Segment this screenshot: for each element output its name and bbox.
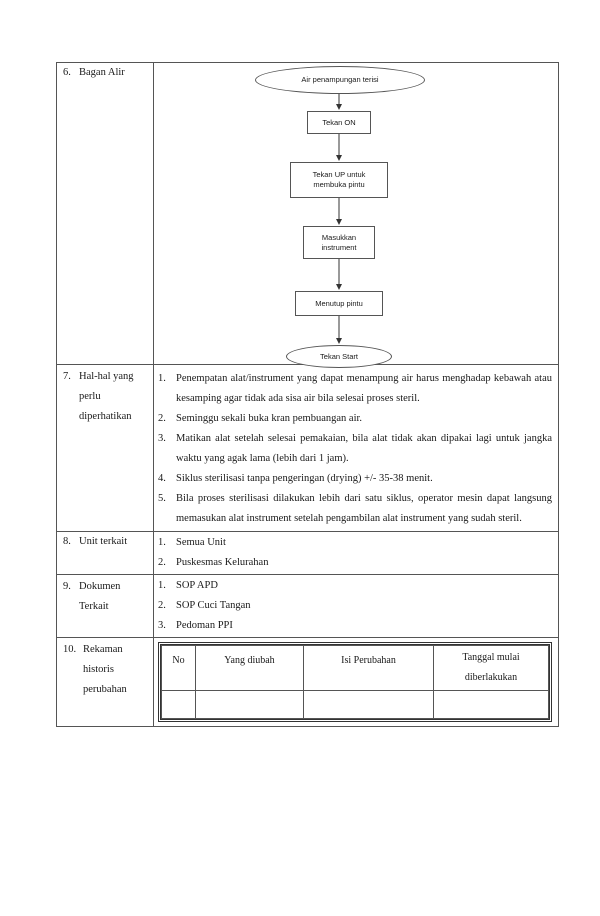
units-cell — [154, 532, 559, 575]
row-rekaman-historis — [57, 638, 559, 727]
label-rekaman-historis — [57, 638, 154, 727]
sop-document — [56, 62, 558, 727]
notes-cell — [154, 365, 559, 532]
table-cell — [434, 691, 549, 719]
item-text: Matikan alat setelah selesai pemakaian, bila alat tidak akan dipakai lagi untuk jangka waktu yang agak lama (lebih dari 1 jam). — [176, 433, 552, 464]
section-number: 6. — [63, 67, 71, 78]
column-header-tanggal: Tanggal mulai diberlakukan — [434, 646, 549, 691]
label-line: Hal-hal yang — [79, 371, 134, 382]
flow-node-masukkan-instrument: Masukkan instrument — [303, 226, 375, 259]
label-line: historis — [83, 664, 114, 675]
flow-node-start-oval: Air penampungan terisi — [255, 66, 425, 94]
history-table — [161, 645, 549, 719]
flow-node-tekan-start-oval: Tekan Start — [286, 345, 392, 368]
column-header-no: No — [162, 646, 196, 691]
item-number: 1. — [158, 373, 166, 384]
label-line: perlu — [79, 391, 101, 402]
table-row — [162, 691, 549, 719]
label-line: Dokumen — [79, 581, 121, 592]
section-number: 7. — [63, 371, 71, 382]
item-text: SOP Cuci Tangan — [176, 600, 251, 611]
row-unit-terkait — [57, 532, 559, 575]
flow-node-tekan-up: Tekan UP untuk membuka pintu — [290, 162, 388, 198]
section-number: 9. — [63, 581, 71, 592]
flow-node-menutup-pintu: Menutup pintu — [295, 291, 383, 316]
item-text: SOP APD — [176, 580, 218, 591]
label-bagan-alir — [57, 63, 154, 365]
list-item — [158, 489, 552, 529]
column-header-yang-diubah: Yang diubah — [196, 646, 304, 691]
flowchart — [154, 63, 558, 364]
history-table-frame — [158, 642, 552, 722]
item-number: 4. — [158, 473, 166, 484]
list-item — [158, 596, 552, 616]
section-label: Bagan Alir — [79, 67, 125, 78]
list-item — [158, 576, 552, 596]
section-number: 8. — [63, 536, 71, 547]
units-list — [158, 533, 552, 573]
row-hal-hal — [57, 365, 559, 532]
flowchart-arrows — [154, 63, 558, 364]
sop-table — [56, 62, 559, 727]
list-item — [158, 533, 552, 553]
item-number: 1. — [158, 580, 166, 591]
section-label — [79, 577, 150, 617]
section-label — [83, 640, 150, 700]
label-hal-hal — [57, 365, 154, 532]
table-cell — [304, 691, 434, 719]
item-number: 3. — [158, 620, 166, 631]
item-number: 1. — [158, 537, 166, 548]
item-text: Pedoman PPI — [176, 620, 233, 631]
list-item — [158, 429, 552, 469]
label-unit-terkait — [57, 532, 154, 575]
row-dokumen-terkait — [57, 575, 559, 638]
column-header-isi-perubahan: Isi Perubahan — [304, 646, 434, 691]
documents-cell — [154, 575, 559, 638]
label-line: Rekaman — [83, 644, 123, 655]
list-item — [158, 469, 552, 489]
item-number: 2. — [158, 600, 166, 611]
item-number: 2. — [158, 557, 166, 568]
item-text: Seminggu sekali buka kran pembuangan air. — [176, 413, 363, 424]
item-text: Semua Unit — [176, 537, 226, 548]
flow-node-tekan-on: Tekan ON — [307, 111, 371, 134]
label-line: perubahan — [83, 684, 127, 695]
list-item — [158, 553, 552, 573]
notes-list — [158, 369, 552, 529]
table-cell — [196, 691, 304, 719]
list-item — [158, 369, 552, 409]
item-number: 3. — [158, 433, 166, 444]
item-text: Puskesmas Kelurahan — [176, 557, 269, 568]
item-text: Penempatan alat/instrument yang dapat menampung air harus menghadap kebawah atau kesamping agar tidak ada sisa air bila selesai proses steril. — [176, 373, 552, 404]
documents-list — [158, 576, 552, 636]
row-bagan-alir — [57, 63, 559, 365]
list-item — [158, 409, 552, 429]
flowchart-cell — [154, 63, 559, 365]
list-item — [158, 616, 552, 636]
history-cell — [154, 638, 559, 727]
section-label — [79, 367, 150, 427]
item-number: 5. — [158, 493, 166, 504]
table-header-row — [162, 646, 549, 691]
label-line: diperhatikan — [79, 411, 132, 422]
item-text: Siklus sterilisasi tanpa pengeringan (drying) +/- 35-38 menit. — [176, 473, 433, 484]
item-number: 2. — [158, 413, 166, 424]
section-label: Unit terkait — [79, 536, 128, 547]
label-dokumen-terkait — [57, 575, 154, 638]
label-line: Terkait — [79, 601, 109, 612]
item-text: Bila proses sterilisasi dilakukan lebih dari satu siklus, operator mesin dapat langsung memasukan alat instrument setelah pengambilan alat instrument yang sudah steril. — [176, 493, 552, 524]
table-cell — [162, 691, 196, 719]
section-number: 10. — [63, 644, 77, 655]
